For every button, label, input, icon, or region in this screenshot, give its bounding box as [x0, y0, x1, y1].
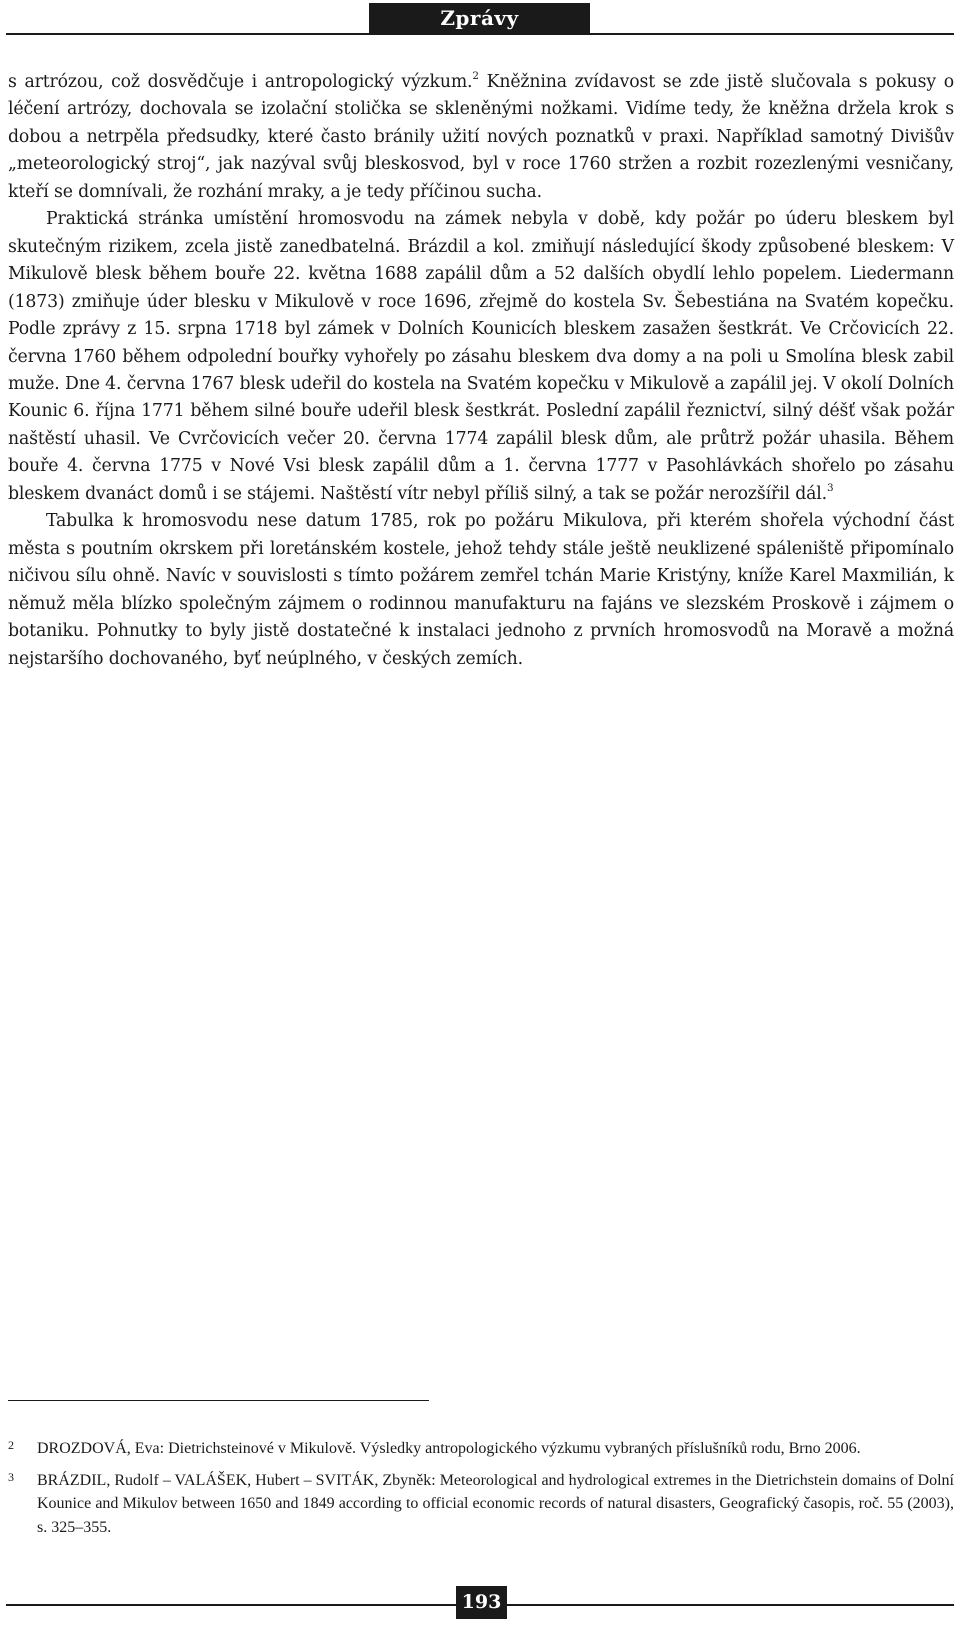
- paragraph-2: Praktická stránka umístění hromosvodu na zámek nebyla v době, kdy požár po úderu bleskem byl skutečným rizikem, zcela jistě zanedbatelná. Brázdil a kol. zmiňují následující škody způsobené bleskem: V Mikulově blesk během bouře 22. května 1688 zapálil dům a 52 dalších obydlí lehlo popelem. Liedermann (1873) zmiňuje úder blesku v Mikulově v roce 1696, zřejmě do kostela Sv. Šebestiána na Svatém kopečku. Podle zprávy z 15. srpna 1718 byl zámek v Dolních Kounicích bleskem zasažen šestkrát. Ve Crčovicích 22. června 1760 během odpolední bouřky vyhořely po zásahu bleskem dva domy a na poli u Smolína blesk zabil muže. Dne 4. června 1767 blesk udeřil do kostela na Svatém kopečku v Mikulově a zapálil jej. V okolí Dolních Kounic 6. října 1771 během silné bouře udeřil blesk šestkrát. Poslední zapálil řeznictví, silný déšť však požár naštěstí uhasil. Ve Cvrčovicích večer 20. června 1774 zapálil blesk dům, ale průtrž požár uhasila. Během bouře 4. června 1775 v Nové Vsi blesk zapálil dům a 1. června 1777 v Pasohlávkách shořelo po zásahu bleskem dvanáct domů i se stájemi. Naštěstí vítr nebyl příliš silný, a tak se požár nerozšířil dál.$^3$: [8, 209, 954, 504]
- paragraph-3: Tabulka k hromosvodu nese datum 1785, rok po požáru Mikulova, při kterém shořela východní část města s poutním okrskem při loretánském kostele, jehož tehdy stále ještě neuklizené spáleniště připomínalo ničivou sílu ohně. Navíc v souvislosti s tímto požárem zemřel tchán Marie Kristýny, kníže Karel Maxmilián, k němuž měla blízko společným zájmem o rodinnou manufakturu na fajáns ve slezském Proskově i zájmem o botaniku. Pohnutky to byly jistě dostatečné k instalaci jednoho z prvních hromosvodů na Moravě a možná nejstaršího dochovaného, byť neúplného, v českých zemích.: [8, 511, 954, 669]
- footnote-number: 2: [8, 1438, 14, 1452]
- footnote-text: DROZDOVÁ, Eva: Dietrichsteinové v Mikulově. Výsledky antropologického výzkumu vybraných příslušníků rodu, Brno 2006.: [37, 1440, 861, 1457]
- footnotes: [8, 1437, 954, 1547]
- page-number: 193: [456, 1586, 507, 1619]
- section-title: Zprávy: [440, 6, 519, 30]
- footnote-ref-2[interactable]: 2: [472, 70, 479, 83]
- footnote-3: [8, 1469, 954, 1540]
- footnote-number: 3: [8, 1469, 14, 1484]
- header-rule: [6, 33, 954, 35]
- footnote-separator: [8, 1400, 429, 1401]
- section-header-tab: [369, 3, 590, 33]
- footnote-2: [8, 1437, 954, 1461]
- article-body: [8, 69, 954, 673]
- paragraph-1: s artrózou, což dosvědčuje i antropologický výzkum.$^2$ Kněžnina zvídavost se zde jistě slučovala s pokusy o léčení artrózy, dochovala se izolační stolička se skleněnými nožkami. Vidíme tedy, že kněžna držela krok s dobou a netrpěla předsudky, které často bránily užití nových poznatků v praxi. Například samotný Divišův „meteorologický stroj“, jak nazýval svůj bleskosvod, byl v roce 1760 stržen a rozbit rozezlenými vesničany, kteří se domnívali, že rozhání mraky, a je tedy příčinou sucha.: [8, 70, 954, 202]
- footnote-text: BRÁZDIL, Rudolf – VALÁŠEK, Hubert – SVITÁK, Zbyněk: Meteorological and hydrological extremes in the Dietrichstein domains of Dolní Kounice and Mikulov between 1650 and 1849 according to official economic records of natural disasters, Geografický časopis, roč. 55 (2003), s. 325–355.: [37, 1471, 954, 1536]
- footnote-ref-3[interactable]: 3: [826, 482, 834, 494]
